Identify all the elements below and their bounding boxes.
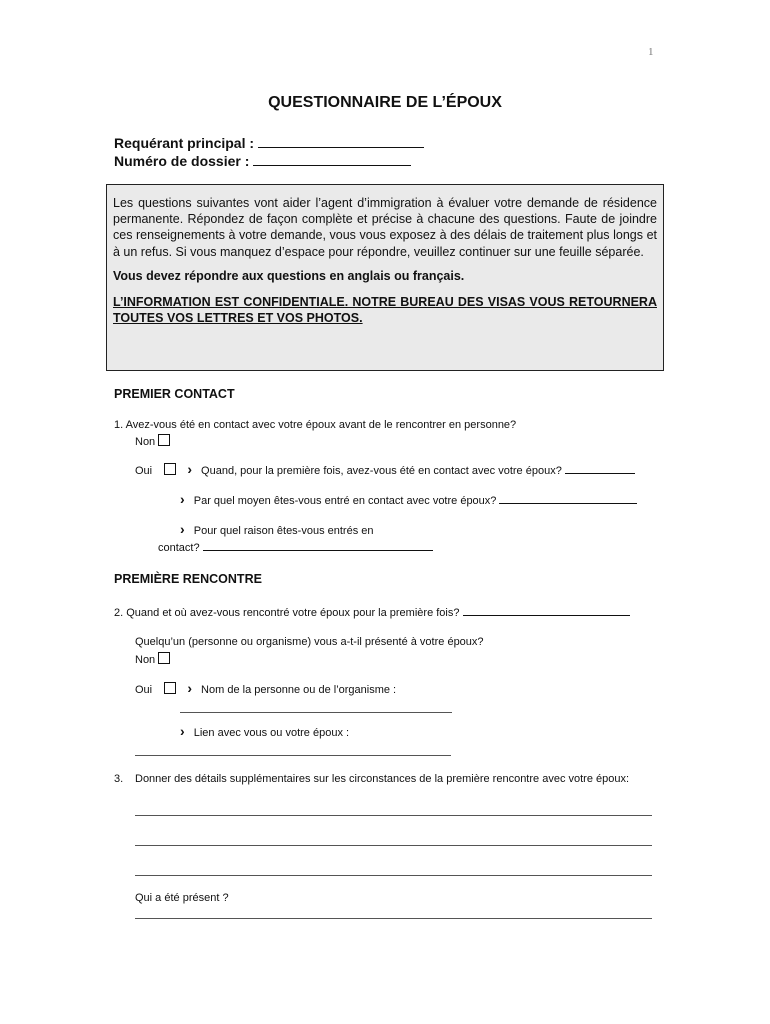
checkbox-icon[interactable] (164, 682, 176, 694)
language-note: Vous devez répondre aux questions en anglais ou français. (113, 268, 465, 283)
q1-reason-row-2 (158, 540, 433, 554)
q1-when-label: Quand, pour la première fois, avez-vous été en contact avec votre époux? (201, 465, 562, 477)
q1-yes-label: Oui (135, 465, 153, 477)
instructions-box (106, 184, 664, 371)
file-number-row (114, 152, 411, 169)
instructions-text: Les questions suivantes vont aider l’agent d’immigration à évaluer votre demande de résidence permanente. Répondez de façon complète et précise à chacune des questions. Faute de joindre ces renseignements à votre demande, vous vous exposez à des délais de traitement plus longs et à un refus. Si vous manquez d’espace pour répondre, veuillez continuer sur une feuille séparée. (113, 196, 657, 259)
confidential-note: L’INFORMATION EST CONFIDENTIALE. NOTRE BUREAU DES VISAS VOUS RETOURNERA TOUTES VOS LETTRES ET VOS PHOTOS. (113, 295, 657, 326)
introduction-question: Quelqu’un (personne ou organisme) vous a-t-il présenté à votre époux? (135, 636, 484, 648)
page-number: 1 (648, 46, 654, 58)
section-heading-first-contact: PREMIER CONTACT (114, 387, 235, 401)
intro-relation-label: Lien avec vous ou votre époux : (193, 727, 350, 739)
q1-reason-field[interactable] (203, 540, 433, 551)
q3-answer-line-2[interactable] (135, 845, 652, 846)
intro-yes-label: Oui (135, 684, 153, 696)
checkbox-icon[interactable] (158, 434, 170, 446)
question-3: Donner des détails supplémentaires sur les circonstances de la première rencontre avec votre époux: (135, 773, 630, 785)
q1-reason-label-2: contact? (158, 542, 200, 554)
attendees-field[interactable] (135, 918, 652, 919)
applicant-row (114, 134, 424, 151)
q3-answer-line-1[interactable] (135, 815, 652, 816)
intro-no-label: Non (135, 654, 156, 666)
intro-name-field[interactable] (180, 712, 452, 713)
question-1: 1. Avez-vous été en contact avec votre époux avant de le rencontrer en personne? (114, 419, 517, 431)
question-2 (114, 605, 630, 619)
applicant-field[interactable] (258, 134, 424, 148)
intro-name-label: Nom de la personne ou de l’organisme : (201, 684, 397, 696)
file-number-label: Numéro de dossier : (114, 153, 250, 169)
q1-reason-row (180, 521, 374, 537)
question-2-label: 2. Quand et où avez-vous rencontré votre époux pour la première fois? (114, 607, 460, 619)
question-3-number: 3. (114, 773, 124, 785)
q1-how-field[interactable] (499, 493, 637, 504)
checkbox-icon[interactable] (158, 652, 170, 664)
intro-yes-option (135, 680, 396, 696)
page-title: QUESTIONNAIRE DE L’ÉPOUX (268, 94, 502, 111)
q2-field[interactable] (463, 605, 630, 616)
file-number-field[interactable] (253, 152, 411, 166)
chevron-right-icon: › (187, 680, 192, 696)
checkbox-icon[interactable] (164, 463, 176, 475)
attendees-question: Qui a été présent ? (135, 892, 229, 904)
q1-no-label: Non (135, 436, 156, 448)
applicant-label: Requérant principal : (114, 135, 255, 151)
q1-reason-label: Pour quel raison êtes-vous entrés en (193, 525, 374, 537)
intro-relation-field[interactable] (135, 755, 451, 756)
chevron-right-icon: › (180, 491, 185, 507)
q1-yes-option (135, 461, 635, 477)
chevron-right-icon: › (180, 521, 185, 537)
q1-no-option (135, 434, 170, 448)
section-heading-first-meeting: PREMIÈRE RENCONTRE (114, 572, 262, 586)
chevron-right-icon: › (187, 461, 192, 477)
chevron-right-icon: › (180, 723, 185, 739)
intro-relation-row (180, 723, 349, 739)
q1-when-field[interactable] (565, 463, 635, 474)
q1-how-row (180, 491, 637, 507)
q1-how-label: Par quel moyen êtes-vous entré en contact avec votre époux? (193, 495, 497, 507)
q3-answer-line-3[interactable] (135, 875, 652, 876)
intro-no-option (135, 652, 170, 666)
